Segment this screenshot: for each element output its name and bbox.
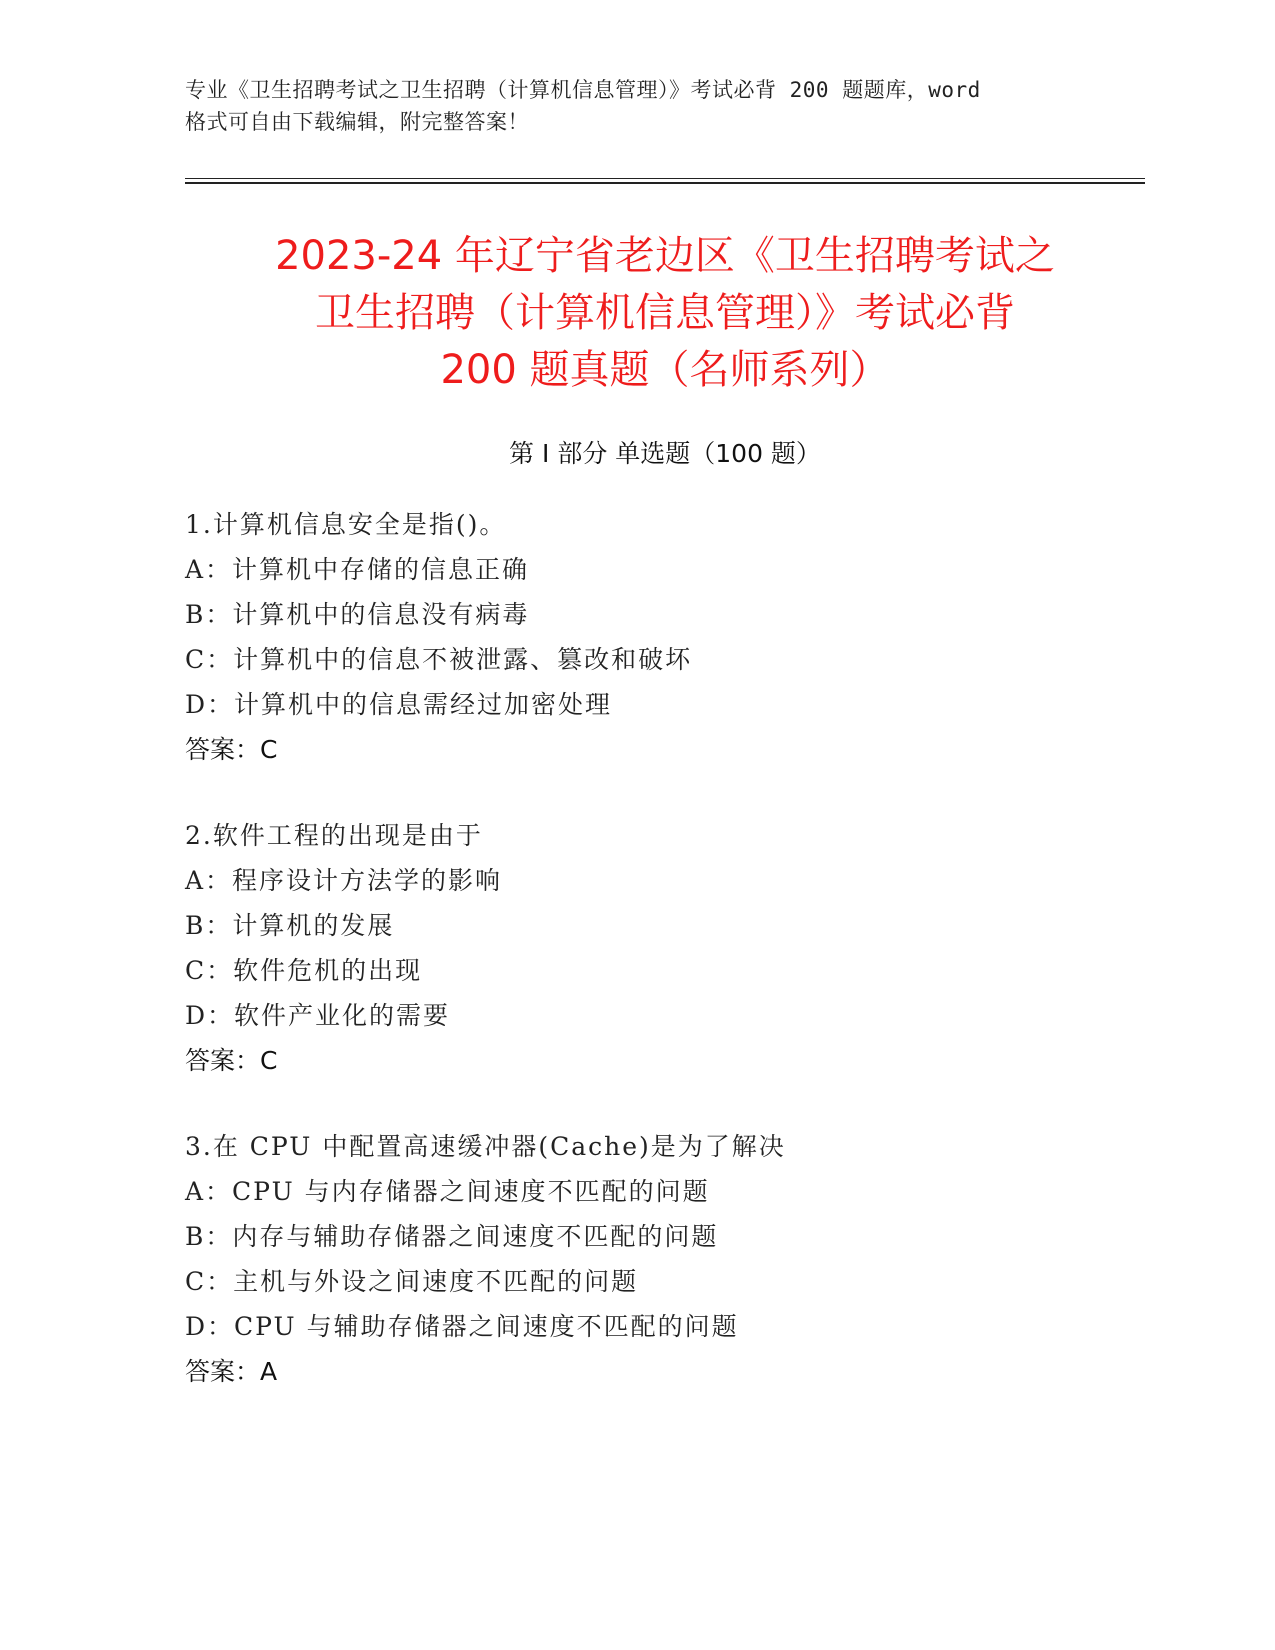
option-b: B：计算机中的信息没有病毒 — [185, 600, 530, 629]
header-divider-thick — [185, 182, 1145, 184]
title-line-3: 200 题真题（名师系列） — [440, 347, 890, 393]
option-a: A：CPU 与内存储器之间速度不匹配的问题 — [185, 1177, 710, 1206]
option-b: B：计算机的发展 — [185, 911, 395, 940]
header-note-line-1: 专业《卫生招聘考试之卫生招聘（计算机信息管理）》考试必背 200 题题库，word — [185, 78, 981, 102]
question-1 — [185, 502, 1085, 772]
document-title — [185, 228, 1145, 399]
option-d: D：计算机中的信息需经过加密处理 — [185, 690, 613, 719]
question-2 — [185, 813, 1085, 1083]
title-line-2: 卫生招聘（计算机信息管理）》考试必背 — [315, 290, 1015, 336]
header-note-line-2: 格式可自由下载编辑，附完整答案！ — [185, 110, 529, 134]
option-c: C：计算机中的信息不被泄露、篡改和破坏 — [185, 645, 693, 674]
option-c: C：软件危机的出现 — [185, 956, 423, 985]
section-heading: 第 I 部分 单选题（100 题） — [509, 439, 821, 468]
option-a: A：计算机中存储的信息正确 — [185, 555, 530, 584]
answer-label: 答案：A — [185, 1357, 278, 1386]
option-a: A：程序设计方法学的影响 — [185, 866, 503, 895]
question-stem: 1.计算机信息安全是指()。 — [185, 510, 507, 539]
question-stem: 3.在 CPU 中配置高速缓冲器(Cache)是为了解决 — [185, 1132, 786, 1161]
option-d: D：软件产业化的需要 — [185, 1001, 451, 1030]
option-c: C：主机与外设之间速度不匹配的问题 — [185, 1267, 639, 1296]
header-divider-thin — [185, 178, 1145, 179]
answer-label: 答案：C — [185, 1046, 278, 1075]
title-line-1: 2023-24 年辽宁省老边区《卫生招聘考试之 — [275, 233, 1055, 279]
question-3 — [185, 1124, 1085, 1394]
header-note — [185, 74, 1085, 138]
answer-label: 答案：C — [185, 735, 278, 764]
option-d: D：CPU 与辅助存储器之间速度不匹配的问题 — [185, 1312, 739, 1341]
question-stem: 2.软件工程的出现是由于 — [185, 821, 483, 850]
option-b: B：内存与辅助存储器之间速度不匹配的问题 — [185, 1222, 719, 1251]
